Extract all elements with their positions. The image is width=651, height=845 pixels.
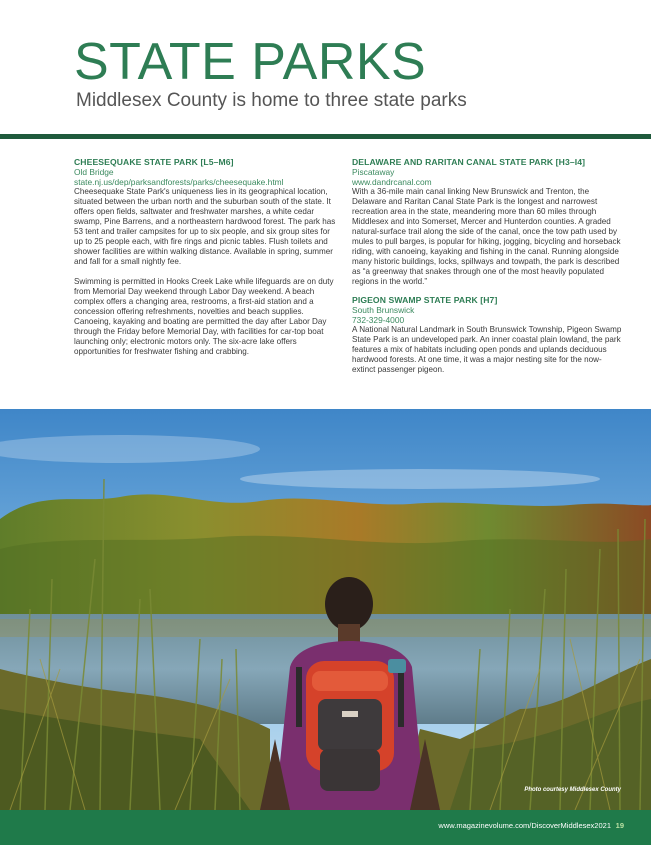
cheesequake-paragraph-1: Cheesequake State Park's uniqueness lies in its geographical location, situated between the urban north and the suburban south of the state. It offers open fields, saltwater and freshwater marshes, a white cedar swamp, Pine Barrens, and a northeastern hardwood forest. The park has 53 tent and trailer campsites for up to six people, and six group sites for up to 25 people each, with fire rings and picnic tables. Flush toilets and shower facilities are within walking distance. Available in spring, summer and fall for a small nightly fee. [74, 187, 336, 266]
photo-credit: Photo courtesy Middlesex County [524, 787, 621, 793]
cheesequake-location: Old Bridge [74, 167, 114, 177]
page-number: 19 [615, 821, 624, 830]
pigeon-swamp-heading: PIGEON SWAMP STATE PARK [H7] [352, 295, 498, 305]
delaware-raritan-url-link[interactable]: www.dandrcanal.com [352, 177, 432, 187]
cheesequake-url-link[interactable]: state.nj.us/dep/parksandforests/parks/cheesequake.html [74, 177, 284, 187]
delaware-raritan-paragraph: With a 36-mile main canal linking New Brunswick and Trenton, the Delaware and Raritan Canal State Park is the longest and narrowest recreation area in the state, meandering more than 60 miles through Middlesex and into Somerset, Mercer and Hunterdon counties. A graded natural-surface trail along the side of the canal, once the tow path used by mules to pull barges, is popular for hiking, jogging, bicycling and horseback riding, with canoeing, kayaking and fishing in the canal. Running alongside many historic buildings, locks, spillways and towpath, the park is described as “a greenway that snakes through one of the most heavily populated regions in the world.” [352, 187, 621, 286]
page-subtitle: Middlesex County is home to three state parks [76, 90, 467, 111]
delaware-raritan-location: Piscataway [352, 167, 395, 177]
page-title: STATE PARKS [74, 33, 427, 91]
delaware-raritan-heading: DELAWARE AND RARITAN CANAL STATE PARK [H3–I4] [352, 157, 586, 167]
pigeon-swamp-location: South Brunswick [352, 305, 415, 315]
left-column [74, 157, 338, 357]
right-column [352, 157, 624, 375]
cheesequake-heading: CHEESEQUAKE STATE PARK [L5–M6] [74, 157, 234, 167]
header-divider [0, 134, 651, 139]
cheesequake-paragraph-2: Swimming is permitted in Hooks Creek Lake while lifeguards are on duty from Memorial Day weekend through Labor Day weekend. A beach complex offers a changing area, restrooms, a first-aid station and a concession offering refreshments, novelties and beach supplies. Canoeing, kayaking and boating are permitted the day after Labor Day through the Friday before Memorial Day, with facilities for car-top boat launching only; electronic motors only. The six-acre lake offers opportunities for freshwater fishing and crabbing. [74, 277, 334, 356]
pigeon-swamp-phone: 732-329-4000 [352, 315, 405, 325]
pigeon-swamp-paragraph: A National Natural Landmark in South Brunswick Township, Pigeon Swamp State Park is an undeveloped park. An inner coastal plain lowland, the park features a mix of habitats including open ponds and uplands deciduous hardwood forests. At one time, it was a major nesting site for the now-extinct passenger pigeon. [352, 325, 622, 374]
lake-hiker-photo [0, 409, 651, 810]
footer-url-link[interactable]: www.magazinevolume.com/DiscoverMiddlesex2021 [438, 821, 611, 830]
